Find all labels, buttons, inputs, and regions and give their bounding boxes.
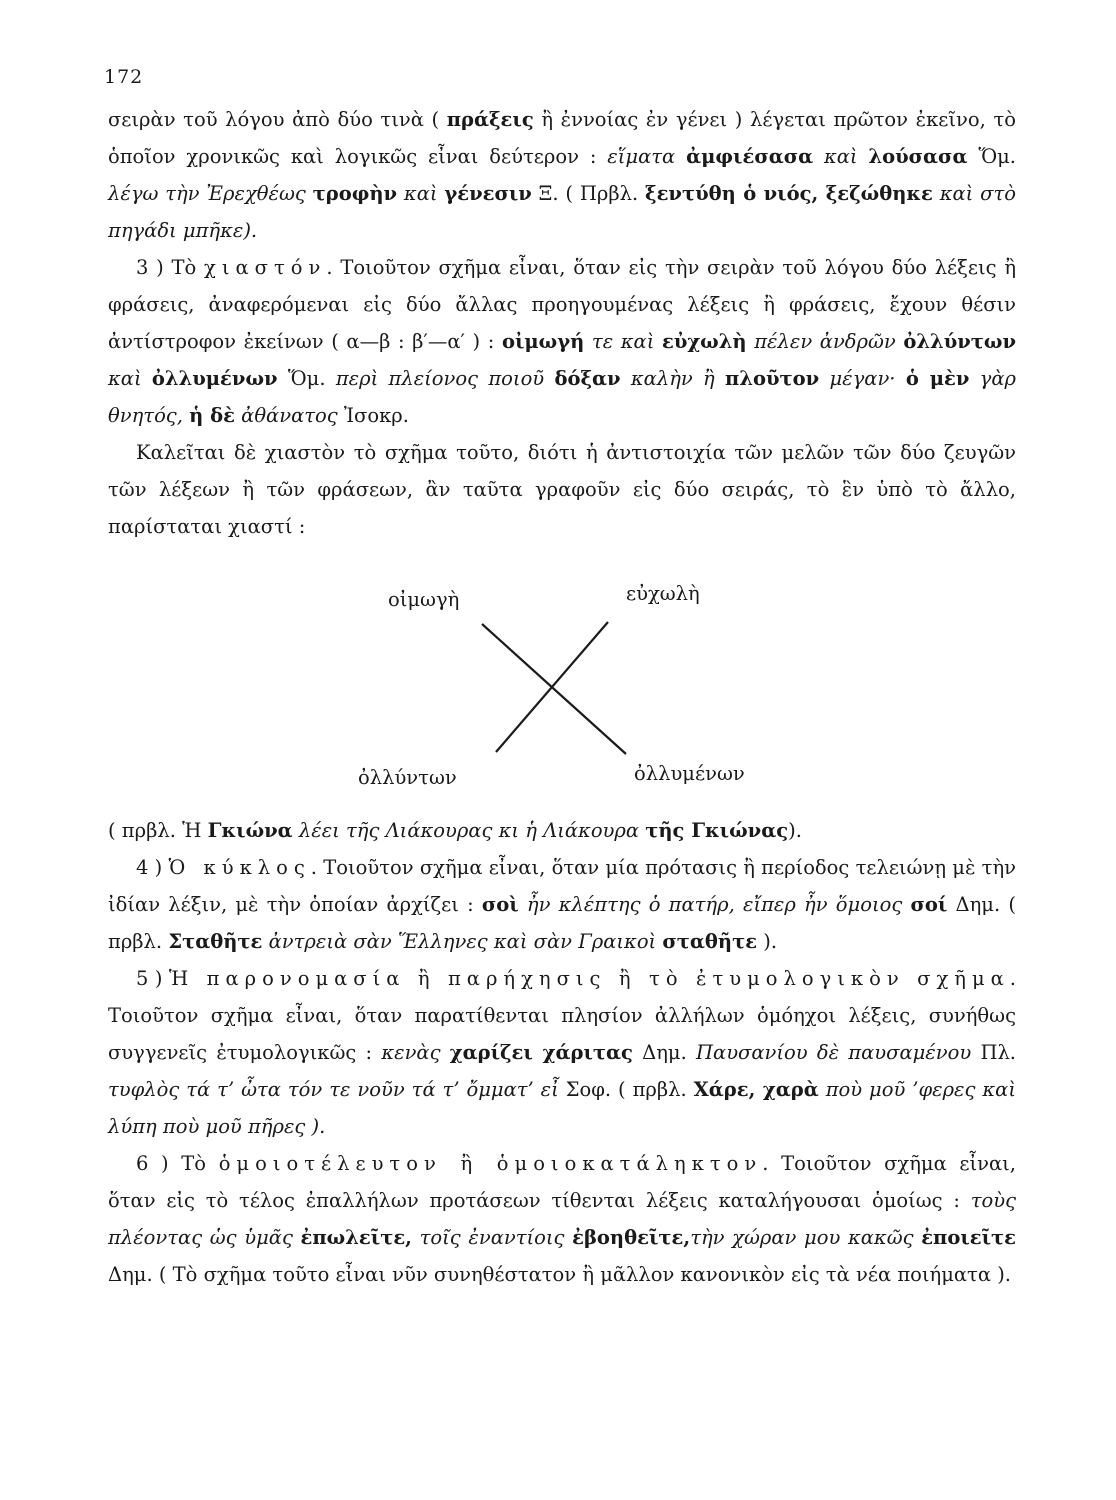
text-run	[441, 1041, 450, 1064]
text-run	[544, 367, 554, 390]
text-run: Ὅμ.	[967, 145, 1017, 168]
bold-run: δόξαν	[554, 367, 621, 390]
text-run: . Τοιοῦτον σχῆμα εἶναι, ὅταν μία πρότασις ἢ περίοδος τελειώνῃ μὲ τὴν ἰδίαν λέξιν, μὲ τὴν ὁποίαν ἀρχίζει :	[108, 856, 1016, 916]
text-run: 3 ) Τὸ	[136, 256, 205, 279]
text-run: Δημ. ( πρβλ.	[108, 893, 1016, 953]
bold-run: σοί	[910, 893, 948, 916]
bold-run: σοὶ	[481, 893, 519, 916]
text-block-lower	[108, 812, 1016, 1293]
italic-run: τυφλὸς τά τ’ ὦτα τόν τε νοῦν τά τ’ ὄμματ’ εἶ	[108, 1078, 559, 1101]
text-run: . Τοιοῦτον σχῆμα εἶναι, ὅταν εἰς τὸ τέλος ἐπαλλήλων προτάσεων τίθενται λέξεις καταλήγουσαι ὁμοίως :	[108, 1152, 1017, 1212]
text-run: Δημ. ( Τὸ σχῆμα τοῦτο εἶναι νῦν συνηθέστατον ἢ μᾶλλον κανονικὸν εἰς τὰ νέα ποιήματα ).	[108, 1263, 1012, 1286]
italic-run: εἵματα	[607, 145, 676, 168]
text-run: ( πρβλ. Ἡ	[108, 819, 208, 842]
text-run: σειρὰν τοῦ λόγου ἀπὸ δύο τινὰ (	[108, 108, 447, 131]
text-run: Καλεῖται δὲ χιαστὸν τὸ σχῆμα τοῦτο, διότι ἡ ἀντιστοιχία τῶν μελῶν τῶν δύο ζευγῶν τῶν λέξεων ἢ τῶν φράσεων, ἂν ταῦτα γραφοῦν εἰς δύο σειράς, τὸ ἓν ὑπὸ τὸ ἄλλο, παρίσταται χιαστί :	[108, 441, 1016, 538]
bold-run: εὐχωλὴ	[661, 330, 747, 353]
cross-line-right-to-left	[496, 622, 608, 752]
bold-run: τῆς Γκιώνας	[645, 819, 789, 842]
italic-run: καὶ στὸ πηγάδι μπῆκε).	[108, 182, 1017, 242]
italic-run: πέλεν ἀνδρῶν	[746, 330, 904, 353]
paragraph-hysteron-proteron	[108, 101, 1016, 249]
bold-run: πλοῦτον	[725, 367, 820, 390]
italic-run: Παυσανίου δὲ παυσαμένου	[696, 1041, 972, 1064]
text-run	[306, 182, 313, 205]
text-run: Σοφ. ( πρβλ.	[558, 1078, 694, 1101]
italic-run: καὶ	[108, 367, 152, 390]
bold-run: ὀλλυμένων	[151, 367, 278, 390]
italic-run: κενὰς	[381, 1041, 441, 1064]
spaced-term: ὁμοιοτέλευτον ἢ ὁμοιοκατάληκτον	[218, 1152, 763, 1175]
bold-run: γένεσιν	[444, 182, 532, 205]
paragraph-chiasmus	[108, 249, 1016, 434]
bold-run: ὀλλύντων	[903, 330, 1016, 353]
italic-run: ἀντρειὰ σὰν Ἕλληνες καὶ σὰν Γραικοὶ	[262, 930, 657, 953]
italic-run: ἀθάνατος	[234, 404, 338, 427]
bold-run: ἐβοηθεῖτε,	[572, 1226, 691, 1249]
text-run: ).	[788, 819, 802, 842]
text-block-upper	[108, 101, 1016, 545]
bold-run: λούσασα	[868, 145, 968, 168]
bold-run: ἀμφιέσασα	[686, 145, 814, 168]
italic-run: γὰρ θνητός,	[108, 367, 1016, 427]
spaced-term: Ὁ κύκλος	[168, 856, 311, 879]
italic-run: μέγαν·	[819, 367, 906, 390]
paragraph-homoioteleuton	[108, 1145, 1016, 1293]
bold-run: Γκιώνα	[207, 819, 293, 842]
italic-run: τοῖς ἐναντίοις	[411, 1226, 573, 1249]
italic-run: καὶ	[813, 145, 869, 168]
bold-run: ξεντύθη ὁ νιός, ξεζώθηκε	[645, 182, 933, 205]
text-run: 5 )	[136, 967, 169, 990]
italic-run: λέγω τὴν Ἐρεχθέως	[108, 182, 306, 205]
paragraph-kyklos	[108, 849, 1016, 960]
text-run: 4 )	[136, 856, 169, 879]
spaced-term: Ἡ παρονομασία ἢ παρήχησις ἢ τὸ ἐτυμολογικὸν σχῆμα	[168, 967, 1010, 990]
text-run	[293, 1226, 301, 1249]
paragraph-paronomasia	[108, 960, 1016, 1145]
bold-run: σταθῆτε	[662, 930, 758, 953]
italic-run: περὶ πλείονος ποιοῦ	[335, 367, 545, 390]
paragraph-chiasmus-explanation	[108, 434, 1016, 545]
bold-run: ὁ μὲν	[905, 367, 970, 390]
italic-run: τὴν χώραν μου κακῶς	[690, 1226, 922, 1249]
text-run: . Τοιοῦτον σχῆμα εἶναι, ὅταν παρατίθενται πλησίον ἀλλήλων ὁμόηχοι λέξεις, συνήθως συγγενεῖς ἐτυμολογικῶς :	[108, 967, 1016, 1064]
text-run: Ἰσοκρ.	[337, 404, 409, 427]
bold-run: τροφὴν	[312, 182, 398, 205]
spaced-term: χιαστόν	[204, 256, 327, 279]
italic-run: καὶ	[397, 182, 445, 205]
italic-run: ποὺ μοῦ ’φερες καὶ λύπη ποὺ μοῦ πῆρες ).	[108, 1078, 1016, 1138]
bold-run: χαρίζει χάριτας	[449, 1041, 633, 1064]
italic-run: καλὴν ἢ	[620, 367, 726, 390]
italic-run: τε καὶ	[584, 330, 662, 353]
bold-run: ἐποιεῖτε	[921, 1226, 1017, 1249]
text-run: Ξ. ( Πρβλ.	[531, 182, 646, 205]
italic-run: λέει τῆς Λιάκουρας κι ἡ Λιάκουρα	[292, 819, 640, 842]
bold-run: ἐπωλεῖτε,	[300, 1226, 412, 1249]
bold-run: πράξεις	[446, 108, 534, 131]
diagram-label-top-left: οἰμωγὴ	[388, 588, 460, 611]
text-run: Ὅμ.	[277, 367, 336, 390]
cross-line-left-to-right	[482, 624, 626, 754]
text-run: . Τοιοῦτον σχῆμα εἶναι, ὅταν εἰς τὴν σειρὰν τοῦ λόγου δύο λέξεις ἢ φράσεις, ἀναφερόμεναι εἰς δύο ἄλλας προηγουμένας λέξεις ἢ φράσεις, ἔχουν θέσιν ἀντίστροφον ἐκείνων ( α—β : β′—α′ ) :	[108, 256, 1017, 353]
paragraph-comparison	[108, 812, 1016, 849]
diagram-label-bottom-left: ὀλλύντων	[358, 766, 457, 789]
diagram-label-bottom-right: ὀλλυμένων	[634, 762, 745, 785]
italic-run: τοὺς πλέοντας ὡς ὑμᾶς	[108, 1189, 1016, 1249]
bold-run: Χάρε, χαρὰ	[693, 1078, 819, 1101]
chiasmus-diagram	[358, 582, 780, 804]
text-run: ).	[757, 930, 778, 953]
text-run	[675, 145, 686, 168]
page-number: 172	[104, 66, 144, 88]
text-run: Δημ.	[632, 1041, 697, 1064]
italic-run: ἦν κλέπτης ὁ πατήρ, εἴπερ ἦν ὅμοιος	[518, 893, 911, 916]
bold-run: ἡ δὲ	[189, 404, 235, 427]
bold-run: Σταθῆτε	[168, 930, 263, 953]
text-run: ἢ ἐννοίας ἐν γένει ) λέγεται πρῶτον ἐκεῖνο, τὸ ὁποῖον χρονικῶς καὶ λογικῶς εἶναι δεύτερον :	[108, 108, 1016, 168]
diagram-label-top-right: εὐχωλὴ	[626, 582, 700, 605]
bold-run: οἰμωγή	[501, 330, 585, 353]
text-run: Πλ.	[971, 1041, 1017, 1064]
text-run: 6 ) Τὸ	[136, 1152, 219, 1175]
